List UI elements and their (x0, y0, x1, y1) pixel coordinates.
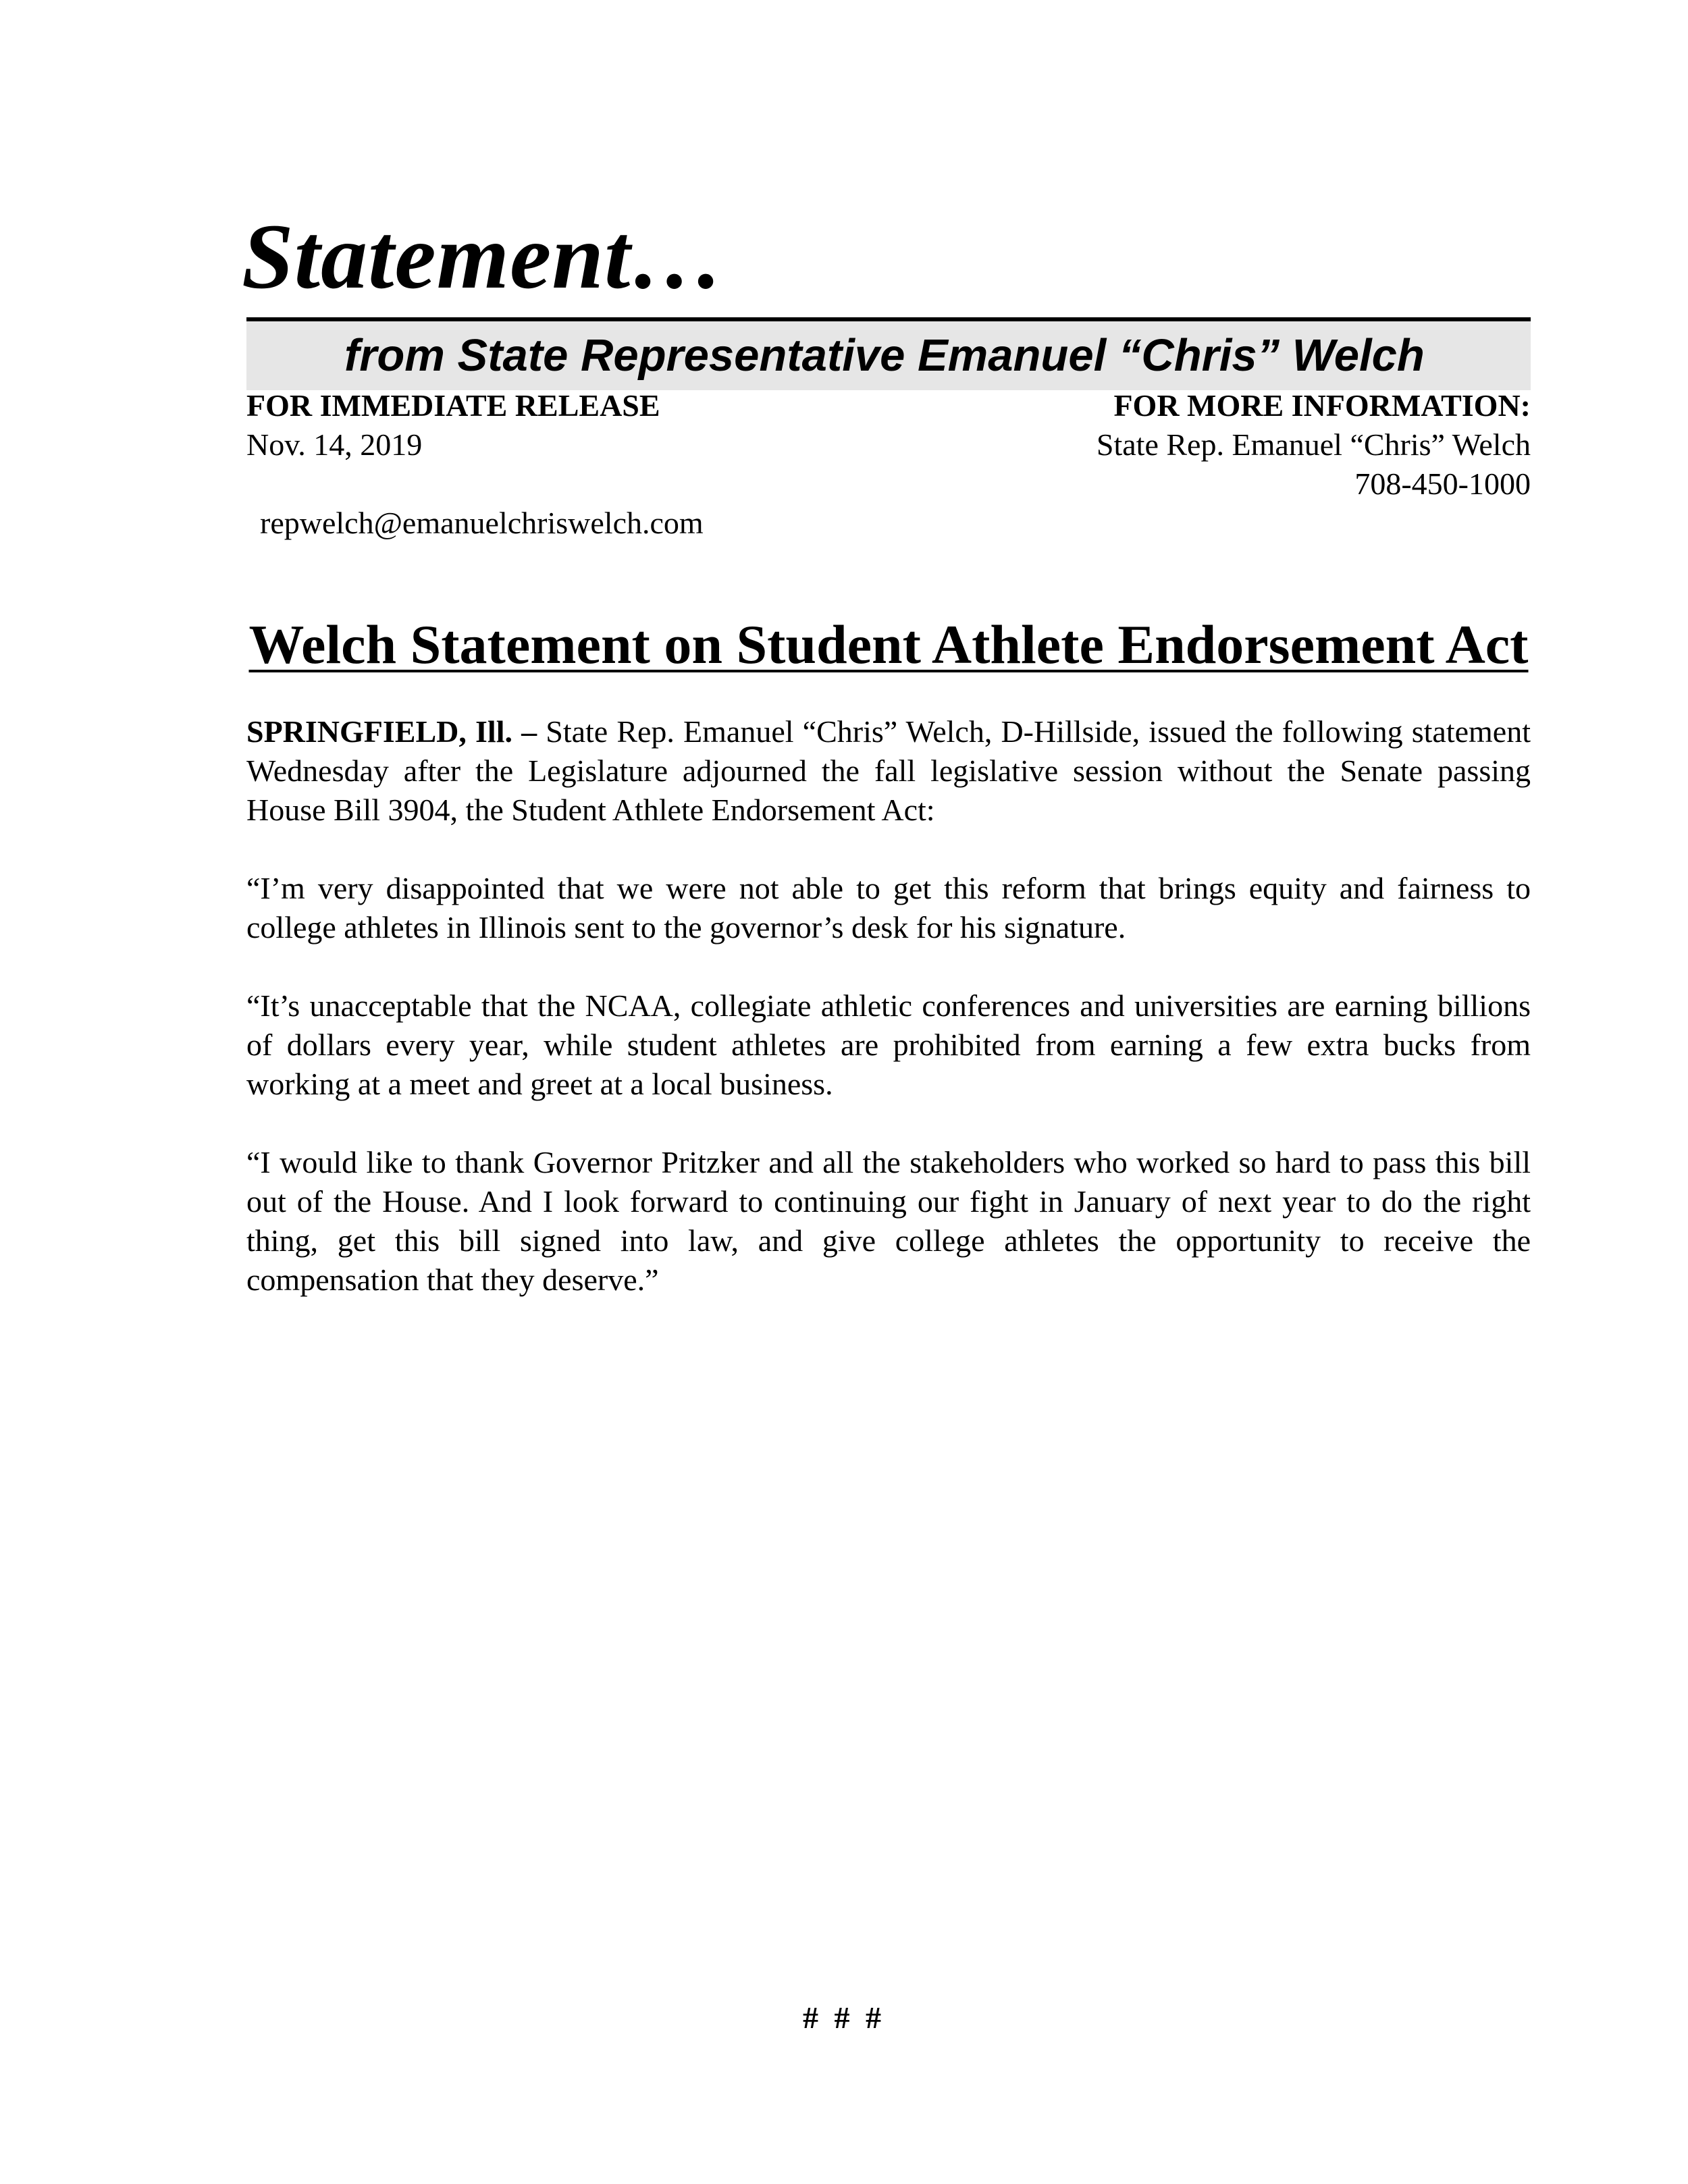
contact-phone: 708-450-1000 (1354, 467, 1531, 501)
intro-paragraph (246, 712, 1531, 830)
masthead-subtitle: from State Representative Emanuel “Chris” Welch (344, 330, 1425, 381)
contact-label: FOR MORE INFORMATION: (1113, 388, 1531, 423)
release-label: FOR IMMEDIATE RELEASE (246, 388, 660, 423)
quote-paragraph-2: “It’s unacceptable that the NCAA, collegiate athletic conferences and universities are earning billions of dollars every year, while student athletes are prohibited from earning a few extra bucks from working at a meet and greet at a local business. (246, 988, 1531, 1101)
end-mark: # # # (803, 2000, 885, 2035)
contact-name: State Rep. Emanuel “Chris” Welch (1096, 427, 1531, 462)
dateline: SPRINGFIELD, Ill. – (246, 714, 537, 749)
quote-paragraph-3: “I would like to thank Governor Pritzker and all the stakeholders who worked so hard to pass this bill out of the House. And I look forward to continuing our fight in January of next year to do the right thing, get this bill signed into law, and give college athletes the opportunity to receive the compensation that they deserve.” (246, 1145, 1531, 1297)
headline: Welch Statement on Student Athlete Endorsement Act (248, 614, 1529, 675)
release-date: Nov. 14, 2019 (246, 427, 423, 462)
quote-paragraph-1: “I’m very disappointed that we were not able to get this reform that brings equity and fairness to college athletes in Illinois sent to the governor’s desk for his signature. (246, 871, 1531, 944)
masthead-title: Statement… (242, 205, 725, 308)
contact-email: repwelch@emanuelchriswelch.com (260, 506, 704, 540)
intro-text: State Rep. Emanuel “Chris” Welch, D-Hillside, issued the following statement Wednesday after the Legislature adjourned the fall legislative session without the Senate passing House Bill 3904, the Student Athlete Endorsement Act: (246, 714, 1531, 827)
